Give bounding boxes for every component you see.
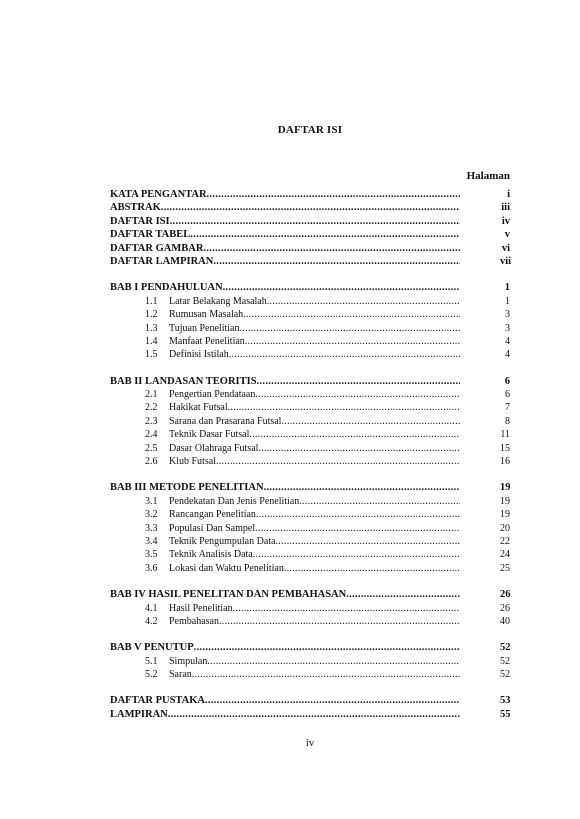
toc-section-entry[interactable]: [110, 388, 510, 401]
toc-entry-label: [145, 455, 216, 468]
toc-entry-page: 3: [505, 322, 510, 334]
toc-section-entry[interactable]: [110, 401, 510, 414]
toc-entry-text: Definisi Istilah: [169, 349, 229, 361]
group-spacer: [110, 468, 510, 481]
toc-section-entry[interactable]: [110, 535, 510, 548]
toc-entry-number: 3.3: [145, 522, 158, 534]
toc-entry-text: BAB III METODE PENELITIAN: [110, 482, 264, 494]
toc-entry-page: 52: [500, 655, 510, 667]
dot-leader: [228, 401, 460, 414]
dot-leader: [216, 455, 460, 468]
toc-entry-text: Pendekatan Dan Jenis Penelitian: [169, 495, 300, 507]
toc-entry-label: [145, 388, 255, 401]
toc-section-entry[interactable]: [110, 295, 510, 308]
toc-entry-page: v: [504, 229, 510, 241]
toc-entry-page: 4: [505, 349, 510, 361]
toc-chapter-entry[interactable]: [110, 641, 510, 654]
toc-entry-label: [145, 602, 233, 615]
toc-entry-page: 26: [500, 589, 511, 601]
toc-entry-label: [110, 242, 203, 255]
toc-entry-text: Simpulan: [169, 655, 208, 667]
toc-chapter-entry[interactable]: [110, 188, 510, 201]
toc-entry-number: 1.2: [145, 309, 158, 321]
toc-entry-number: 3.5: [145, 549, 158, 561]
toc-entry-label: [145, 295, 267, 308]
toc-entry-number: 3.6: [145, 562, 158, 574]
toc-entry-page: 16: [500, 456, 510, 468]
toc-entry-label: [145, 442, 258, 455]
dot-leader: [257, 375, 460, 388]
toc-entry-label: [110, 255, 213, 268]
toc-section-entry[interactable]: [110, 415, 510, 428]
dot-leader: [205, 694, 460, 707]
toc-entry-label: [145, 668, 192, 681]
toc-section-entry[interactable]: [110, 455, 510, 468]
dot-leader: [219, 615, 460, 628]
toc-entry-text: BAB V PENUTUP: [110, 642, 194, 654]
toc-entry-number: 1.4: [145, 335, 158, 347]
toc-entry-page: 52: [500, 669, 510, 681]
toc-section-entry[interactable]: [110, 548, 510, 561]
dot-leader: [281, 415, 460, 428]
toc-entry-page: i: [507, 188, 510, 200]
dot-leader: [255, 388, 460, 401]
toc-entry-text: Teknik Pengumpulan Data: [169, 535, 276, 547]
toc-entry-page: 4: [505, 335, 510, 347]
toc-section-entry[interactable]: [110, 602, 510, 615]
toc-chapter-entry[interactable]: [110, 695, 510, 708]
toc-entry-page: 22: [500, 535, 510, 547]
toc-entry-number: 3.1: [145, 495, 158, 507]
toc-entry-page: 40: [500, 615, 510, 627]
page-title: DAFTAR ISI: [277, 124, 343, 136]
toc-section-entry[interactable]: [110, 495, 510, 508]
toc-entry-text: DAFTAR ISI: [110, 215, 170, 227]
toc-entry-text: Pengertian Pendataan: [169, 389, 256, 401]
toc-entry-text: BAB IV HASIL PENELITAN DAN PEMBAHASAN: [110, 589, 347, 601]
toc-entry-text: Tujuan Penelitian: [169, 322, 240, 334]
dot-leader: [243, 308, 460, 321]
dot-leader: [284, 562, 460, 575]
toc-entry-number: 2.2: [145, 402, 158, 414]
toc-entry-number: 1.3: [145, 322, 158, 334]
toc-entry-page: 55: [500, 708, 511, 720]
toc-entry-text: Teknik Analisis Data: [169, 549, 253, 561]
toc-entry-number: 2.3: [145, 415, 158, 427]
dot-leader: [256, 508, 460, 521]
toc-entry-number: 2.1: [145, 389, 158, 401]
toc-entry-page: 1: [504, 282, 510, 294]
group-spacer: [110, 268, 510, 281]
toc-chapter-entry[interactable]: [110, 708, 510, 721]
toc-entry-page: 3: [505, 309, 510, 321]
dot-leader: [168, 708, 460, 721]
toc-entry-label: [110, 481, 264, 494]
toc-entry-page: 19: [500, 482, 511, 494]
toc-section-entry[interactable]: [110, 655, 510, 668]
dot-leader: [249, 428, 460, 441]
toc-entry-number: 1.1: [145, 295, 158, 307]
toc-entry-page: 7: [505, 402, 510, 414]
toc-entry-number: 2.4: [145, 429, 158, 441]
toc-entry-text: BAB I PENDAHULUAN: [110, 282, 223, 294]
toc-entry-label: [110, 201, 161, 214]
toc-entry-text: Saran: [169, 669, 192, 681]
toc-entry-label: [110, 228, 190, 241]
dot-leader: [233, 602, 460, 615]
toc-entry-label: [145, 322, 239, 335]
toc-entry-label: [145, 522, 255, 535]
toc-entry-page: vii: [500, 255, 512, 267]
toc-entry-label: [145, 415, 281, 428]
dot-leader: [255, 522, 460, 535]
dot-leader: [190, 228, 460, 241]
group-spacer: [110, 628, 510, 641]
toc-entry-number: 4.1: [145, 602, 158, 614]
dot-leader: [203, 242, 460, 255]
toc-entry-label: [145, 495, 299, 508]
dot-leader: [299, 495, 460, 508]
toc-entry-text: KATA PENGANTAR: [110, 188, 207, 200]
toc-section-entry[interactable]: [110, 428, 510, 441]
toc-entry-page: 8: [505, 415, 510, 427]
toc-entry-text: DAFTAR TABEL: [110, 229, 191, 241]
dot-leader: [267, 295, 460, 308]
dot-leader: [207, 655, 460, 668]
toc-entry-text: DAFTAR PUSTAKA: [110, 695, 205, 707]
group-spacer: [110, 362, 510, 375]
toc-chapter-entry[interactable]: [110, 481, 510, 494]
toc-entry-text: ABSTRAK: [110, 202, 161, 214]
dot-leader: [161, 201, 460, 214]
dot-leader: [207, 188, 460, 201]
toc-entry-label: [145, 308, 243, 321]
toc-entry-label: [145, 428, 249, 441]
toc-section-entry[interactable]: [110, 562, 510, 575]
toc-section-entry[interactable]: [110, 308, 510, 321]
toc-section-entry[interactable]: [110, 335, 510, 348]
toc-entry-text: Dasar Olahraga Futsal: [169, 442, 259, 454]
toc-entry-label: [145, 335, 245, 348]
toc-chapter-entry[interactable]: [110, 255, 510, 268]
toc-entry-label: [110, 641, 194, 654]
toc-chapter-entry[interactable]: [110, 215, 510, 228]
toc-entry-label: [145, 548, 253, 561]
toc-entry-label: [145, 401, 228, 414]
toc-chapter-entry[interactable]: [110, 228, 510, 241]
toc-entry-label: [145, 508, 256, 521]
toc-entry-label: [110, 708, 168, 721]
toc-entry-label: [110, 281, 223, 294]
toc-entry-page: vi: [501, 242, 510, 254]
toc-entry-label: [110, 694, 205, 707]
toc-chapter-entry[interactable]: [110, 242, 510, 255]
toc-section-entry[interactable]: [110, 615, 510, 628]
table-of-contents: [110, 188, 510, 721]
toc-chapter-entry[interactable]: [110, 588, 510, 601]
toc-section-entry[interactable]: [110, 322, 510, 335]
toc-entry-label: [110, 588, 346, 601]
toc-entry-text: Rancangan Penelitian: [169, 509, 256, 521]
toc-entry-page: 6: [504, 375, 510, 387]
toc-entry-text: Manfaat Penelitian: [169, 335, 245, 347]
toc-entry-text: LAMPIRAN: [110, 708, 168, 720]
toc-entry-text: Sarana dan Prasarana Futsal: [169, 415, 282, 427]
toc-entry-page: 19: [500, 495, 510, 507]
dot-leader: [239, 322, 460, 335]
toc-chapter-entry[interactable]: [110, 281, 510, 294]
toc-entry-page: iv: [501, 215, 510, 227]
toc-entry-number: 5.1: [145, 655, 158, 667]
dot-leader: [192, 668, 460, 681]
toc-entry-text: Latar Belakang Masalah: [169, 295, 267, 307]
toc-entry-text: BAB II LANDASAN TEORITIS: [110, 375, 257, 387]
dot-leader: [264, 481, 460, 494]
toc-entry-number: 5.2: [145, 669, 158, 681]
dot-leader: [258, 442, 460, 455]
toc-entry-page: 11: [500, 429, 510, 441]
page-column-header: Halaman: [466, 170, 510, 182]
toc-entry-label: [110, 188, 207, 201]
dot-leader: [253, 548, 460, 561]
toc-entry-text: DAFTAR GAMBAR: [110, 242, 204, 254]
toc-entry-label: [110, 215, 170, 228]
toc-entry-text: DAFTAR LAMPIRAN: [110, 255, 214, 267]
toc-entry-label: [145, 535, 276, 548]
page-number: iv: [305, 738, 315, 749]
toc-entry-text: Hakikat Futsal: [169, 402, 228, 414]
toc-entry-page: iii: [501, 202, 510, 214]
toc-entry-label: [145, 615, 219, 628]
toc-entry-page: 19: [500, 509, 510, 521]
group-spacer: [110, 682, 510, 695]
toc-entry-page: 6: [505, 389, 510, 401]
toc-section-entry[interactable]: [110, 508, 510, 521]
toc-entry-label: [145, 348, 229, 361]
toc-section-entry[interactable]: [110, 348, 510, 361]
toc-section-entry[interactable]: [110, 442, 510, 455]
toc-entry-label: [145, 655, 207, 668]
toc-entry-number: 2.6: [145, 456, 158, 468]
toc-entry-text: Rumusan Masalah: [169, 309, 244, 321]
dot-leader: [245, 335, 460, 348]
toc-entry-number: 3.2: [145, 509, 158, 521]
toc-entry-page: 15: [500, 442, 510, 454]
toc-entry-text: Pembahasan: [169, 615, 219, 627]
toc-entry-page: 26: [500, 602, 510, 614]
toc-section-entry[interactable]: [110, 668, 510, 681]
toc-entry-page: 52: [500, 642, 511, 654]
dot-leader: [194, 641, 460, 654]
toc-entry-page: 1: [505, 295, 510, 307]
toc-entry-label: [110, 375, 257, 388]
toc-entry-page: 53: [500, 695, 511, 707]
dot-leader: [346, 588, 460, 601]
toc-entry-page: 25: [500, 562, 510, 574]
dot-leader: [223, 281, 460, 294]
toc-chapter-entry[interactable]: [110, 201, 510, 214]
toc-entry-label: [145, 562, 284, 575]
dot-leader: [229, 348, 460, 361]
toc-chapter-entry[interactable]: [110, 375, 510, 388]
toc-entry-page: 20: [500, 522, 510, 534]
toc-entry-text: Lokasi dan Waktu Penelitian: [169, 562, 284, 574]
toc-entry-text: Klub Futsal: [169, 456, 216, 468]
dot-leader: [170, 215, 460, 228]
toc-entry-text: Populasi Dan Sampel: [169, 522, 256, 534]
toc-entry-page: 24: [500, 549, 510, 561]
dot-leader: [213, 255, 460, 268]
toc-entry-number: 2.5: [145, 442, 158, 454]
toc-entry-number: 4.2: [145, 615, 158, 627]
toc-entry-number: 3.4: [145, 535, 158, 547]
toc-entry-number: 1.5: [145, 349, 158, 361]
toc-section-entry[interactable]: [110, 522, 510, 535]
dot-leader: [276, 535, 461, 548]
group-spacer: [110, 575, 510, 588]
toc-entry-text: Hasil Penelitian: [169, 602, 233, 614]
toc-entry-text: Teknik Dasar Futsal: [169, 429, 250, 441]
